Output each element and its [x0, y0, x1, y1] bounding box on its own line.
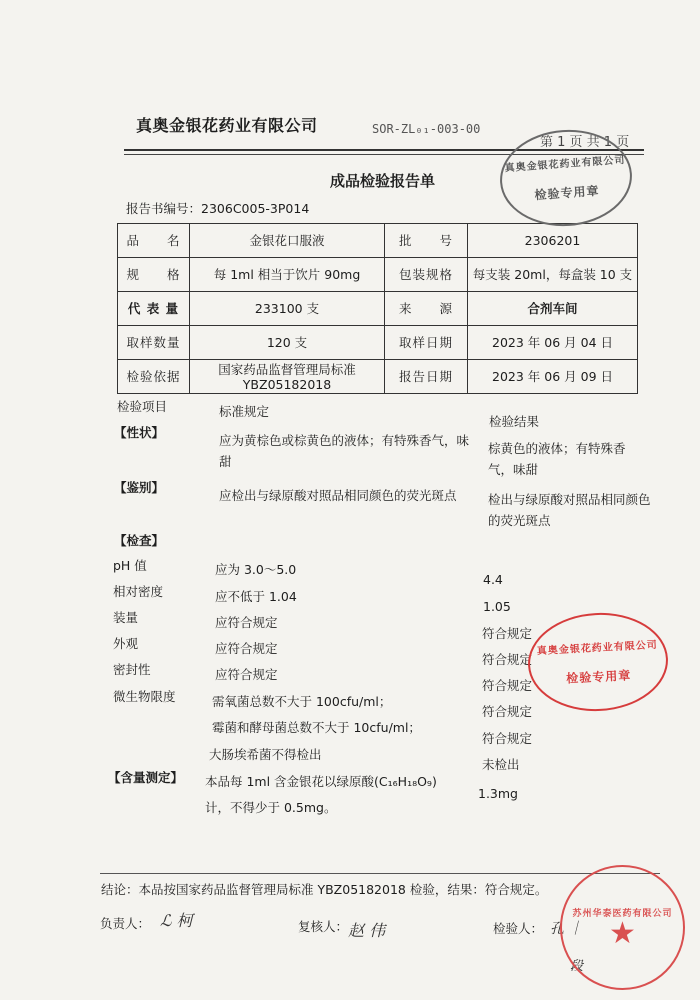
check-standard: 需氧菌总数不大于 100cfu/ml； — [212, 694, 392, 709]
column-header-result: 检验结果 — [489, 414, 540, 429]
table-value: 每支装 20ml，每盒装 10 支 — [468, 258, 638, 292]
table-label: 规 格 — [118, 258, 190, 292]
table-row — [118, 224, 638, 258]
table-row — [118, 258, 638, 292]
traits-result: 棕黄色的液体；有特殊香气，味甜 — [488, 441, 626, 477]
table-value: 金银花口服液 — [190, 224, 385, 258]
check-name: pH 值 — [113, 558, 147, 573]
table-value: 合剂车间 — [468, 292, 638, 326]
table-label: 代 表 量 — [118, 292, 190, 326]
reviewer-signature: 赵 伟 — [348, 921, 386, 940]
check-result: 未检出 — [482, 757, 520, 772]
table-label: 来 源 — [385, 292, 468, 326]
check-name: 密封性 — [113, 662, 151, 677]
table-value: 2023 年 06 月 09 日 — [468, 360, 638, 394]
page-info: 第 1 页 共 1 页 — [540, 135, 630, 150]
section-traits: 【性状】 — [114, 425, 165, 440]
check-standard: 霉菌和酵母菌总数不大于 10cfu/ml； — [212, 720, 421, 735]
table-value: 233100 支 — [190, 292, 385, 326]
inspector-signature: 孔 ｜ — [550, 921, 583, 937]
report-number: 报告书编号：2306C005-3P014 — [126, 201, 310, 216]
assay-standard: 计，不得少于 0.5mg。 — [205, 800, 337, 815]
column-header-standard: 标准规定 — [219, 404, 270, 419]
check-standard: 大肠埃希菌不得检出 — [209, 747, 322, 762]
inspector-label: 检验人： — [493, 921, 544, 936]
table-label: 报告日期 — [385, 360, 468, 394]
responsible-signature: ℒ 柯 — [160, 911, 193, 930]
check-standard: 应符合规定 — [215, 615, 278, 630]
check-name: 相对密度 — [113, 584, 164, 599]
traits-standard: 应为黄棕色或棕黄色的液体；有特殊香气，味甜 — [219, 433, 470, 469]
responsible-label: 负责人： — [100, 916, 151, 931]
section-identification: 【鉴别】 — [114, 480, 165, 495]
check-name: 装量 — [113, 610, 139, 625]
reviewer-label: 复核人： — [298, 919, 349, 934]
table-row — [118, 326, 638, 360]
check-name: 微生物限度 — [113, 689, 176, 704]
check-result: 符合规定 — [482, 678, 533, 693]
table-label: 检验依据 — [118, 360, 190, 394]
table-value: 2306201 — [468, 224, 638, 258]
check-result: 符合规定 — [482, 626, 533, 641]
table-label: 批 号 — [385, 224, 468, 258]
section-checks: 【检查】 — [114, 533, 165, 548]
report-title: 成品检验报告单 — [330, 172, 436, 190]
table-label: 取样数量 — [118, 326, 190, 360]
check-result: 4.4 — [483, 572, 503, 587]
identification-standard: 应检出与绿原酸对照品相同颜色的荧光斑点 — [219, 488, 457, 503]
section-assay: 【含量测定】 — [108, 770, 184, 785]
check-result: 符合规定 — [482, 704, 533, 719]
table-row — [118, 292, 638, 326]
table-value: 每 1ml 相当于饮片 90mg — [190, 258, 385, 292]
table-label: 取样日期 — [385, 326, 468, 360]
table-value: 2023 年 06 月 04 日 — [468, 326, 638, 360]
identification-result: 检出与绿原酸对照品相同颜色的荧光斑点 — [488, 492, 651, 528]
check-result: 符合规定 — [482, 731, 533, 746]
check-standard: 应符合规定 — [215, 667, 278, 682]
table-label: 品 名 — [118, 224, 190, 258]
table-value: 国家药品监督管理局标准 YBZ05182018 — [190, 360, 385, 394]
check-name: 外观 — [113, 636, 139, 651]
table-label: 包装规格 — [385, 258, 468, 292]
star-icon: ★ — [609, 916, 636, 951]
qc-stamp-red: 真奥金银花药业有限公司 检验专用章 — [526, 609, 671, 714]
check-standard: 应为 3.0～5.0 — [215, 562, 297, 577]
inspector-signature-2: 段 — [570, 959, 584, 974]
product-info-table — [117, 223, 638, 394]
assay-result: 1.3mg — [478, 786, 518, 801]
qc-stamp-top: 真奥金银花药业有限公司 检验专用章 — [497, 126, 635, 231]
company-round-seal: 苏州华泰医药有限公司 ★ — [560, 865, 685, 990]
footer-rule — [100, 873, 660, 874]
check-standard: 应不低于 1.04 — [215, 589, 297, 604]
check-result: 符合规定 — [482, 652, 533, 667]
column-header-item: 检验项目 — [117, 399, 168, 414]
company-name: 真奥金银花药业有限公司 — [136, 116, 318, 135]
table-row — [118, 360, 638, 394]
document-code: SOR-ZL₀₁-003-00 — [372, 122, 481, 136]
table-value: 120 支 — [190, 326, 385, 360]
check-standard: 应符合规定 — [215, 641, 278, 656]
assay-standard: 本品每 1ml 含金银花以绿原酸(C₁₆H₁₈O₉) — [205, 774, 437, 789]
conclusion: 结论：本品按国家药品监督管理局标准 YBZ05182018 检验，结果：符合规定。 — [101, 882, 548, 897]
check-result: 1.05 — [483, 599, 511, 614]
